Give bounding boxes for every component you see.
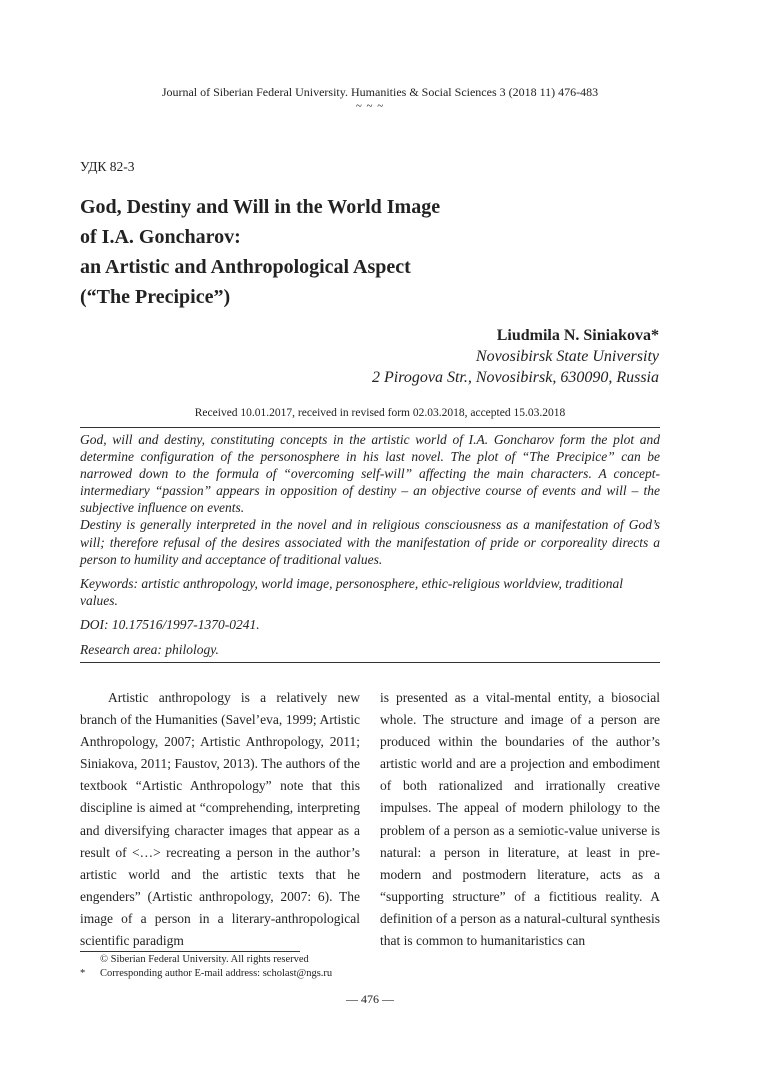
research-area: Research area: philology.: [80, 642, 219, 657]
footnote-mark: *: [80, 968, 86, 979]
abstract-paragraph: Destiny is generally interpreted in the novel and in religious consciousness as a manifestation of God’s will; therefore refusal of the desires associated with the manifestation of pride or corporeality directs a person to humility and acceptance of traditional values.: [80, 517, 660, 567]
journal-header: Journal of Siberian Federal University. Humanities & Social Sciences 3 (2018 11) 476-483: [161, 85, 599, 99]
abstract-bottom-rule: [80, 662, 660, 663]
footnote-rule: [80, 951, 300, 952]
received-dates: Received 10.01.2017, received in revised form 02.03.2018, accepted 15.03.2018: [194, 407, 566, 419]
author-name: Liudmila N. Siniakova*: [496, 327, 659, 344]
title-line: an Artistic and Anthropological Aspect: [80, 256, 411, 278]
author-block: [372, 325, 659, 388]
author-affiliation: Novosibirsk State University: [475, 348, 659, 365]
body-paragraph: is presented as a vital-mental entity, a biosocial whole. The structure and image of a person are produced within the boundaries of the author’s artistic world and are a projection and embodiment of both rationalized and irrationally creative impulses. The appeal of modern philology to the problem of a person as a semiotic-value universe is natural: a person in literature, at least in pre-modern and postmodern literature, acts as a “supporting structure” of a fictitious reality. A definition of a person as a natural-cultural synthesis that is common to humanitaristics can: [380, 690, 660, 949]
udk-code: УДК 82-3: [80, 159, 135, 174]
article-title: [80, 192, 580, 312]
title-line: of I.A. Goncharov:: [80, 226, 241, 248]
abstract-paragraph: God, will and destiny, constituting concepts in the artistic world of I.A. Goncharov form the plot and determine configuration of the personosphere in his last novel. The plot of “The Precipice” can be narrowed down to the formula of “overcoming self-will” affecting the main characters. A concept-intermediary “passion” appears in opposition of destiny – an objective course of events and will – the subjective influence on events.: [80, 432, 660, 516]
keywords: Keywords: artistic anthropology, world image, personosphere, ethic-religious worldview, traditional values.: [80, 576, 623, 609]
body-column-left: [80, 687, 360, 952]
doi: DOI: 10.17516/1997-1370-0241.: [80, 617, 260, 632]
corresponding-note: [80, 967, 332, 981]
title-line: (“The Precipice”): [80, 286, 231, 308]
body-paragraph: Artistic anthropology is a relatively new branch of the Humanities (Savel’eva, 1999; Artistic Anthropology, 2007; Artistic Anthropology, 2011; Siniakova, 2011; Faustov, 2013). The authors of the textbook “Artistic Anthropology” note that this discipline is aimed at “comprehending, interpreting and diversifying character images that appear as a result of <…> recreating a person in the author’s artistic world and the artistic texts that he engenders” (Artistic anthropology, 2007: 6). The image of a person in a literary-anthropological scientific paradigm: [80, 690, 360, 949]
corresponding-email: Corresponding author E-mail address: scholast@ngs.ru: [100, 968, 333, 979]
header-separator: ~ ~ ~: [355, 100, 385, 112]
author-address: 2 Pirogova Str., Novosibirsk, 630090, Russia: [372, 369, 659, 386]
page-number: — 476 —: [346, 992, 394, 1006]
title-line: God, Destiny and Will in the World Image: [80, 196, 441, 218]
abstract-top-rule: [80, 427, 660, 428]
abstract: [80, 431, 660, 568]
body-column-right: [380, 687, 660, 952]
copyright-note: © Siberian Federal University. All rights reserved: [100, 954, 309, 965]
